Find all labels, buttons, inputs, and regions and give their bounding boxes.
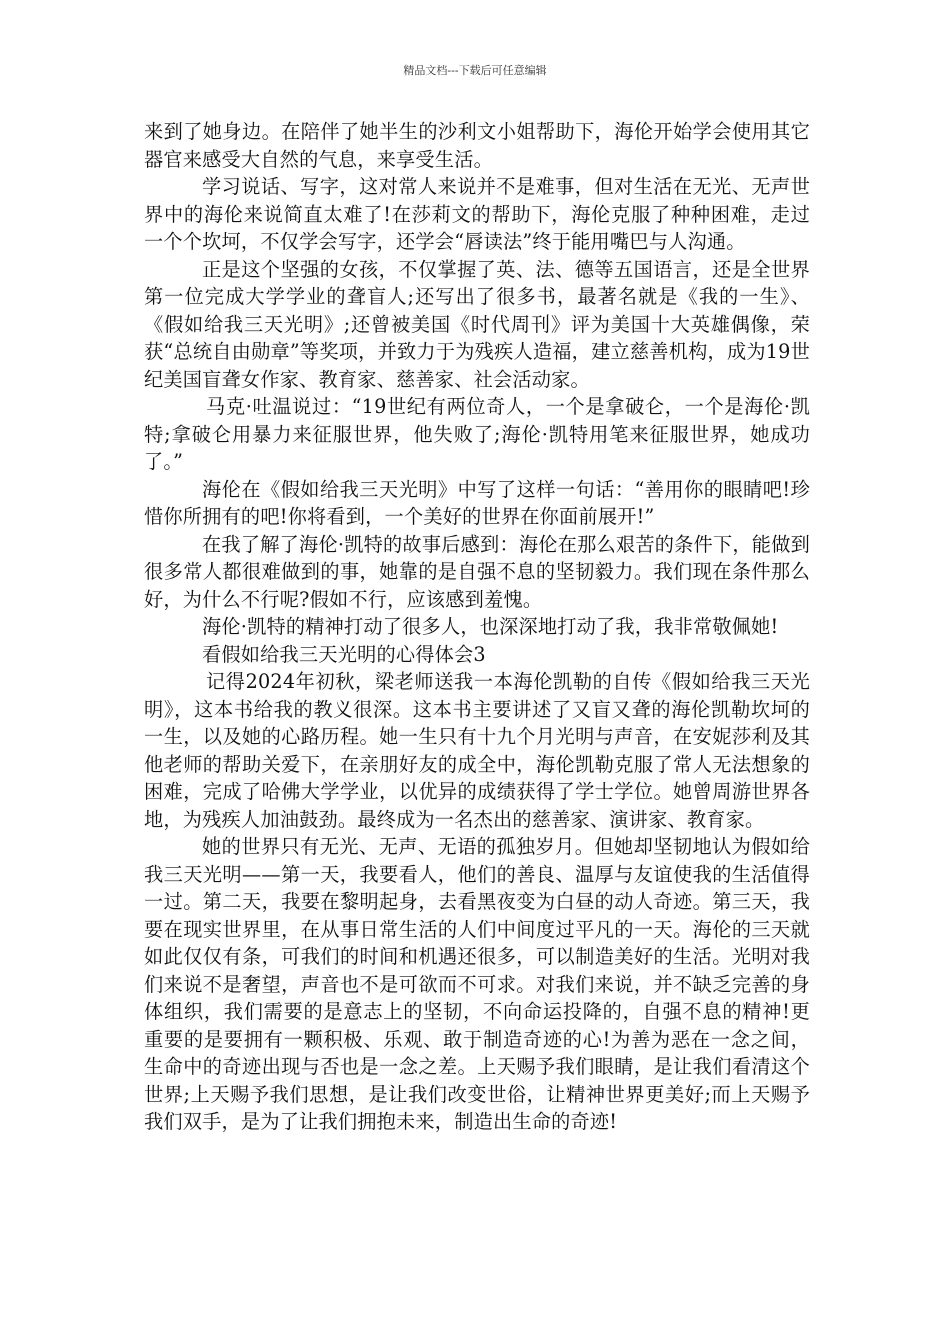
paragraph-book-quote: 海伦在《假如给我三天光明》中写了这样一句话：“善用你的眼睛吧!珍惜你所拥有的吧!你将看到，一个美好的世界在你面前展开!” (144, 477, 810, 528)
paragraph-continuation: 来到了她身边。在陪伴了她半生的沙利文小姐帮助下，海伦开始学会使用其它器官来感受大自然的气息，来享受生活。 (144, 120, 810, 171)
page-header: 精品文档---下载后可任意编辑 (403, 64, 547, 77)
paragraph-three-days: 她的世界只有无光、无声、无语的孤独岁月。但她却坚韧地认为假如给我三天光明——第一天，我要看人，他们的善良、温厚与友谊使我的生活值得一过。第二天，我要在黎明起身，去看黑夜变为白昼的动人奇迹。第三天，我要在现实世界里，在从事日常生活的人们中间度过平凡的一天。海伦的三天就如此仅仅有条，可我们的时间和机遇还很多，可以制造美好的生活。光明对我们来说不是奢望，声音也不是可欲而不可求。对我们来说，并不缺乏完善的身体组织，我们需要的是意志上的坚韧，不向命运投降的，自强不息的精神!更重要的是要拥有一颗积极、乐观、敢于制造奇迹的心!为善为恶在一念之间，生命中的奇迹出现与否也是一念之差。上天赐予我们眼睛，是让我们看清这个世界;上天赐予我们思想，是让我们改变世俗，让精神世界更美好;而上天赐予我们双手，是为了让我们拥抱未来，制造出生命的奇迹! (144, 835, 810, 1133)
paragraph-learning: 学习说话、写字，这对常人来说并不是难事，但对生活在无光、无声世界中的海伦来说简直太难了!在莎莉文的帮助下，海伦克服了种种困难，走过一个个坎坷，不仅学会写字，还学会“唇读法”终于能用嘴巴与人沟通。 (144, 175, 810, 253)
paragraph-mark-twain-quote: 马克·吐温说过：“19世纪有两位奇人，一个是拿破仑，一个是海伦·凯特;拿破仑用暴力来征服世界，他失败了;海伦·凯特用笔来征服世界，她成功了。” (144, 395, 810, 473)
paragraph-achievements: 正是这个坚强的女孩，不仅掌握了英、法、德等五国语言，还是全世界第一位完成大学学业的聋盲人;还写出了很多书，最著名就是《我的一生》、《假如给我三天光明》;还曾被美国《时代周刊》评为美国十大英雄偶像，荣获“总统自由勋章”等奖项，并致力于为残疾人造福，建立慈善机构，成为19世纪美国盲聋女作家、教育家、慈善家、社会活动家。 (144, 257, 810, 391)
paragraph-admiration: 海伦·凯特的精神打动了很多人，也深深地打动了我，我非常敬佩她! (202, 615, 779, 638)
document-body (144, 118, 810, 1136)
paragraph-reflection: 在我了解了海伦·凯特的故事后感到：海伦在那么艰苦的条件下，能做到很多常人都很难做到的事，她靠的是自强不息的坚韧毅力。我们现在条件那么好，为什么不行呢?假如不行，应该感到羞愧。 (144, 532, 810, 611)
paragraph-book-intro: 记得2024年初秋，梁老师送我一本海伦凯勒的自传《假如给我三天光明》，这本书给我的教义很深。这本书主要讲述了又盲又聋的海伦凯勒坎坷的一生，以及她的心路历程。她一生只有十九个月光明与声音，在安妮莎利及其他老师的帮助关爱下，在亲朋好友的成全中，海伦凯勒克服了常人无法想象的困难，完成了哈佛大学学业，以优异的成绩获得了学士学位。她曾周游世界各地，为残疾人加油鼓劲。最终成为一名杰出的慈善家、演讲家、教育家。 (144, 670, 810, 831)
section-heading: 看假如给我三天光明的心得体会3 (202, 642, 486, 666)
